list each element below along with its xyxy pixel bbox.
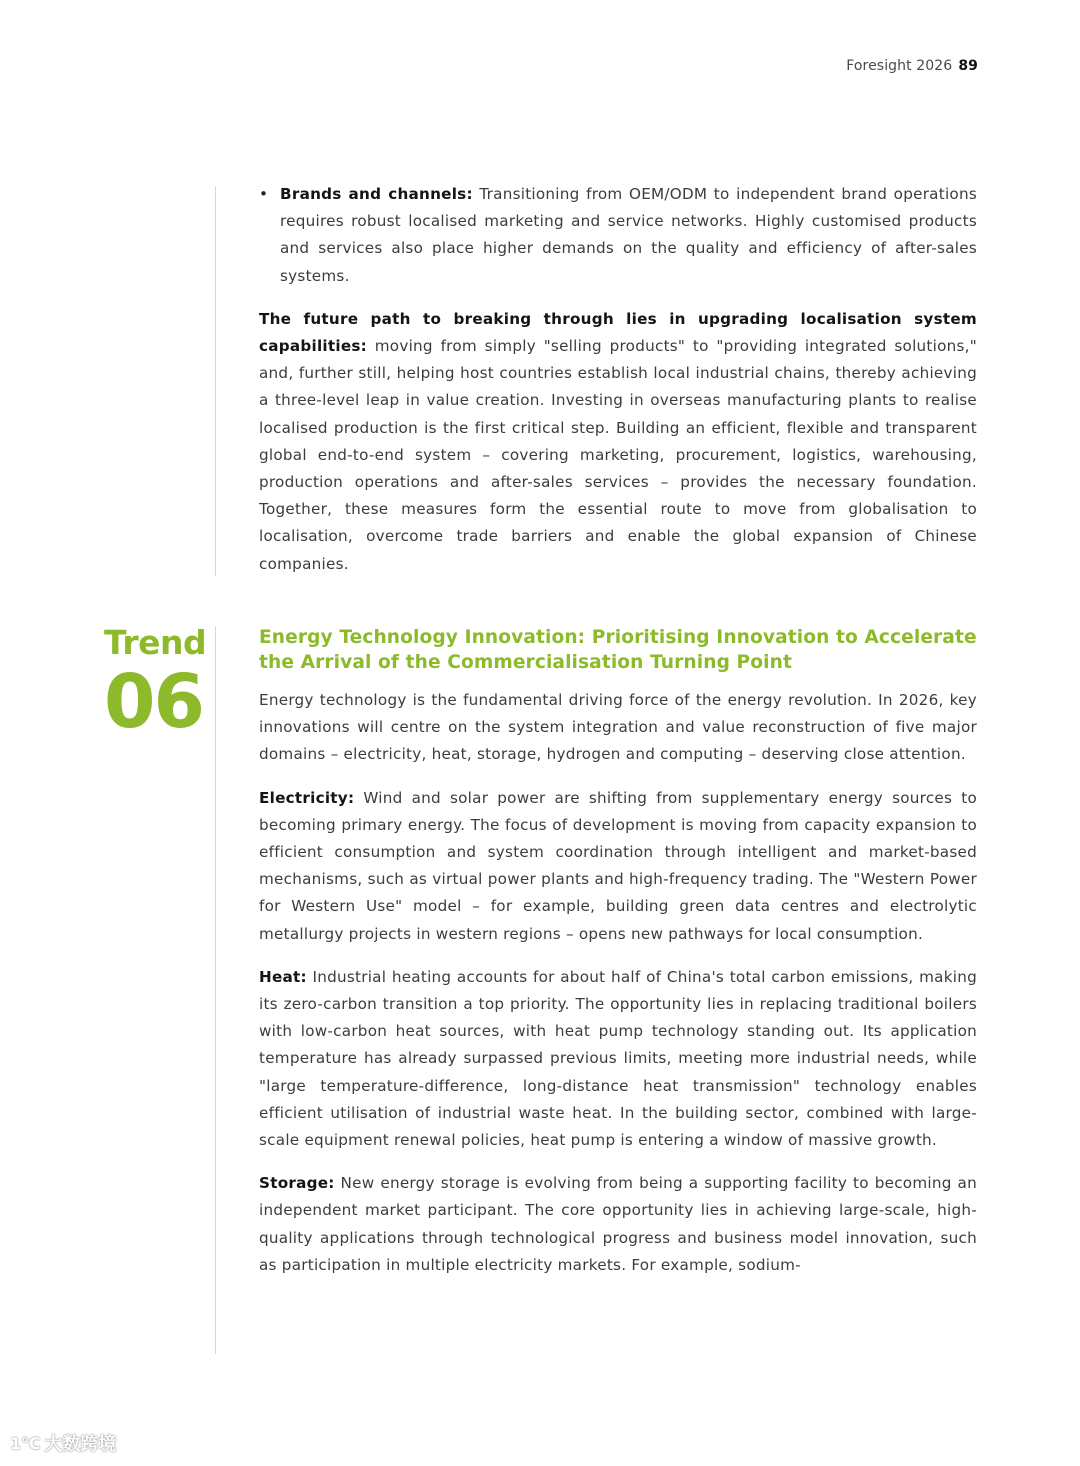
future-path-paragraph: [259, 306, 977, 578]
future-path-label: The future path to breaking through lies in upgrading localisation system capabilities:: [259, 309, 977, 356]
heat-text: Industrial heating accounts for about half of China's total carbon emissions, making its zero-carbon transition a top priority. The opportunity lies in replacing traditional boilers with low-carbon heat sources, with heat pump technology standing out. Its application temperature has already surpassed previous limits, meeting more industrial needs, while "large temperature-difference, long-distance heat transmission" technology enables efficient utilisation of industrial waste heat. In the building sector, combined with large-scale equipment renewal policies, heat pump is entering a window of massive growth.: [259, 967, 977, 1150]
future-path-text: moving from simply "selling products" to "providing integrated solutions," and, further still, helping host countries establish local industrial chains, thereby achieving a three-level leap in value creation. Investing in overseas manufacturing plants to realise localised production is the first critical step. Building an efficient, flexible and transparent global end-to-end system – covering marketing, procurement, logistics, warehousing, production operations and after-sales services – provides the necessary foundation. Together, these measures form the essential route to move from globalisation to localisation, overcome trade barriers and enable the global expansion of Chinese companies.: [259, 337, 977, 573]
trend-intro-paragraph: Energy technology is the fundamental driving force of the energy revolution. In 2026, key innovations will centre on the system integration and value reconstruction of five major domains – electricity, heat, storage, hydrogen and computing – deserving close attention.: [259, 691, 977, 764]
storage-text: New energy storage is evolving from being a supporting facility to becoming an independent market participant. The core opportunity lies in achieving large-scale, high-quality applications through technological progress and business model innovation, such as participation in multiple electricity markets. For example, sodium-: [259, 1174, 977, 1274]
heat-label: Heat:: [259, 967, 307, 986]
trend-label: Trend: [104, 623, 207, 662]
trend-title: Energy Technology Innovation: Prioritising Innovation to Accelerate the Arrival of the Commercialisation Turning Point: [259, 627, 977, 673]
left-rule-top: [215, 186, 216, 576]
heat-paragraph: [259, 964, 977, 1154]
storage-paragraph: [259, 1170, 977, 1279]
bullet-brands-channels: [259, 181, 977, 290]
storage-label: Storage:: [259, 1174, 335, 1193]
electricity-paragraph: [259, 785, 977, 948]
watermark-logo-icon: 1℃: [10, 1433, 41, 1453]
trend-number: 06: [104, 659, 203, 745]
page-number: 89: [958, 58, 978, 74]
bullet-label: Brands and channels:: [280, 185, 473, 203]
watermark-text: 大数跨境: [44, 1434, 117, 1455]
electricity-label: Electricity:: [259, 788, 355, 807]
page-header: [846, 58, 978, 74]
watermark: [10, 1430, 117, 1456]
upper-text-column: [259, 181, 977, 594]
left-rule-bottom: [215, 626, 216, 1354]
trend-text-column: [259, 625, 977, 1295]
publication-title: Foresight 2026: [846, 58, 953, 74]
bullet-text: Transitioning from OEM/ODM to independent brand operations requires robust localised marketing and service networks. Highly customised products and services also place higher demands on the quality and efficiency of after-sales systems.: [280, 185, 977, 285]
bullet-dot-icon: •: [259, 185, 269, 203]
electricity-text: Wind and solar power are shifting from supplementary energy sources to becoming primary energy. The focus of development is moving from capacity expansion to efficient consumption and system coordination through intelligent and market-based mechanisms, such as virtual power plants and high-frequency trading. The "Western Power for Western Use" model – for example, building green data centres and electrolytic metallurgy projects in western regions – opens new pathways for local consumption.: [259, 788, 977, 943]
